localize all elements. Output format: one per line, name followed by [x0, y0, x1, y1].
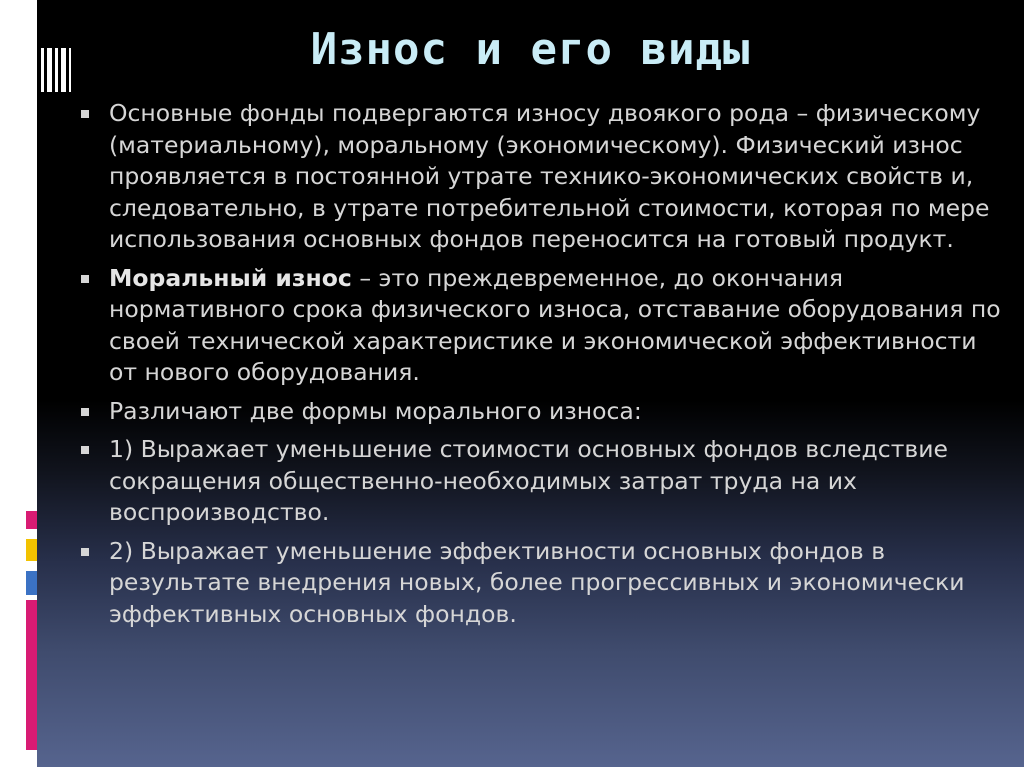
bullet-item [77, 396, 1007, 428]
bullet-square-icon [81, 408, 89, 416]
bullet-item [77, 263, 1007, 389]
bullet-text: – это преждевременное, до окончания нормативного срока физического износа, отставание оборудования по своей технической характеристике и экономической эффективности от нового оборудования. [109, 263, 1001, 386]
bullet-text: Различают две формы морального износа: [109, 396, 642, 425]
accent-bar-pink-lower-icon [26, 600, 37, 750]
bullet-text: 2) Выражает уменьшение эффективности основных фондов в результате внедрения новых, более прогрессивных и экономически эффективных основных фондов. [109, 536, 965, 628]
bullet-square-icon [81, 110, 89, 118]
bullet-item [77, 536, 1007, 631]
accent-bar-pink-icon [26, 511, 37, 529]
bullet-square-icon [81, 275, 89, 283]
bullet-item [77, 98, 1007, 256]
bullet-item [77, 434, 1007, 529]
bullet-text: 1) Выражает уменьшение стоимости основных фондов вследствие сокращения общественно-необходимых затрат труда на их воспроизводство. [109, 435, 948, 526]
accent-bar-blue-icon [26, 571, 37, 595]
bullet-square-icon [81, 548, 89, 556]
bullet-square-icon [81, 446, 89, 454]
bullet-list [77, 98, 1007, 637]
accent-bar-yellow-icon [26, 539, 37, 561]
bullet-term: Моральный износ [109, 263, 352, 292]
slide [37, 0, 1024, 767]
slide-title: Износ и его виды [310, 24, 751, 75]
bullet-text: Основные фонды подвергаются износу двоякого рода – физическому (материальному), моральному (экономическому). Физический износ проявляется в постоянной утрате технико-экономических свойств и, следовательно, в утрате потребительной стоимости, которая по мере использования основных фондов переносится на готовый продукт. [109, 99, 990, 253]
